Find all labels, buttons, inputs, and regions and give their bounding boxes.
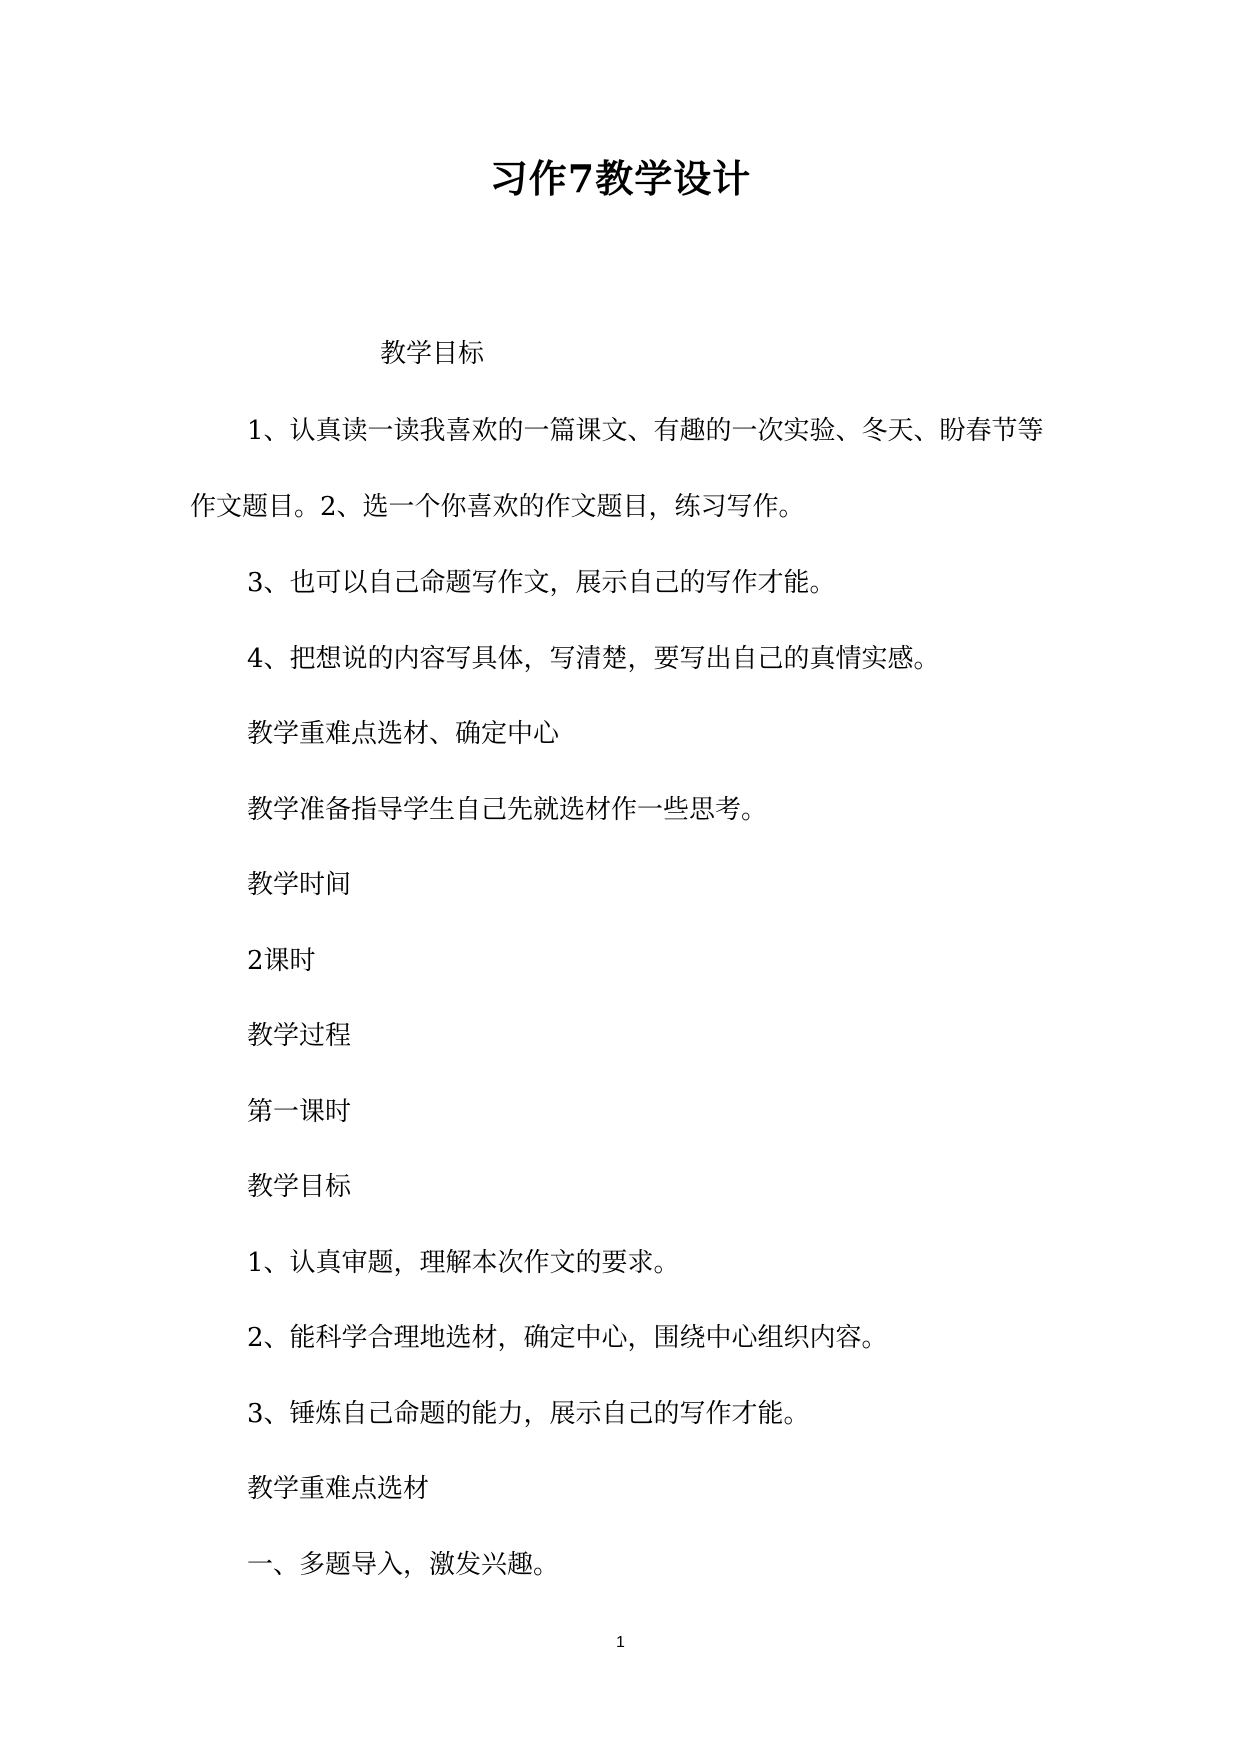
section-heading-objectives: 教学目标 xyxy=(380,339,485,369)
paragraph-teaching-time: 教学时间 xyxy=(247,870,352,900)
paragraph-first-lesson: 第一课时 xyxy=(247,1097,352,1127)
paragraph-objective-1-2: 1、认真读一读我喜欢的一篇课文、有趣的一次实验、冬天、盼春节等作文题目。2、选一个你喜欢的作文题目，练习写作。 xyxy=(190,416,1044,522)
paragraph-lesson-objectives: 教学目标 xyxy=(247,1172,352,1202)
paragraph-objective-3: 3、也可以自己命题写作文，展示自己的写作才能。 xyxy=(247,568,836,598)
paragraph-teaching-process: 教学过程 xyxy=(247,1021,352,1051)
paragraph-lesson-objective-2: 2、能科学合理地选材，确定中心，围绕中心组织内容。 xyxy=(247,1323,888,1353)
page-number: 1 xyxy=(616,1634,625,1651)
page-title: 习作7教学设计 xyxy=(489,156,752,201)
paragraph-preparation: 教学准备指导学生自己先就选材作一些思考。 xyxy=(247,795,768,825)
paragraph-step-1: 一、多题导入，激发兴趣。 xyxy=(247,1550,560,1580)
paragraph-lesson-key-points: 教学重难点选材 xyxy=(247,1474,430,1504)
paragraph-class-hours: 2课时 xyxy=(247,946,316,976)
paragraph-lesson-objective-1: 1、认真审题，理解本次作文的要求。 xyxy=(247,1248,680,1278)
paragraph-objective-4: 4、把想说的内容写具体，写清楚，要写出自己的真情实感。 xyxy=(247,644,940,674)
paragraph-lesson-objective-3: 3、锤炼自己命题的能力，展示自己的写作才能。 xyxy=(247,1399,810,1429)
paragraph-key-points: 教学重难点选材、确定中心 xyxy=(247,719,560,749)
